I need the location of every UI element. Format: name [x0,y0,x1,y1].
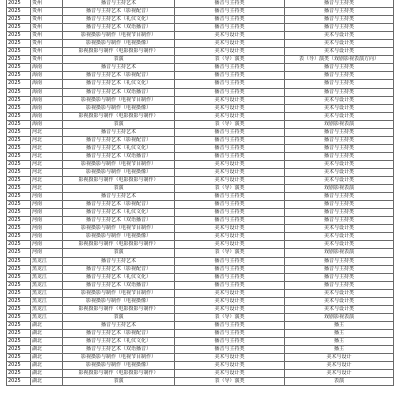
major-cell[interactable]: 影视摄影与制作（电影摄影与制作） [63,305,175,313]
category-cell[interactable]: 播音与主持类 [175,8,285,16]
exam-category-cell[interactable]: 戏剧影视表演 [285,185,394,193]
major-cell[interactable]: 播音与主持艺术（影视配音） [63,136,175,144]
category-cell[interactable]: 播音与主持类 [175,152,285,160]
exam-category-cell[interactable]: 播主 [285,337,394,345]
exam-category-cell[interactable]: 美术与设计类 [285,225,394,233]
exam-category-cell[interactable]: 美术与设计类 [285,177,394,185]
province-cell[interactable]: 黑龙江 [31,265,63,273]
exam-category-cell[interactable]: 播音与主持类 [285,201,394,209]
category-cell[interactable]: 播音与主持类 [175,80,285,88]
year-cell[interactable]: 2025 [7,96,31,104]
province-cell[interactable]: 河北 [31,144,63,152]
category-cell[interactable]: 播音与主持类 [175,128,285,136]
table-row [7,128,394,136]
table-row [7,80,394,88]
province-cell[interactable]: 河南 [31,233,63,241]
category-cell[interactable]: 美术与设计类 [175,160,285,168]
year-cell[interactable]: 2025 [7,56,31,64]
province-cell[interactable]: 河南 [31,209,63,217]
major-cell[interactable]: 影视摄影与制作（电视节目制作） [63,225,175,233]
year-cell[interactable]: 2025 [7,185,31,193]
exam-category-cell[interactable]: 播主 [285,346,394,354]
major-cell[interactable]: 影视摄影与制作（电视摄像） [63,104,175,112]
year-cell[interactable]: 2025 [7,48,31,56]
province-cell[interactable]: 河南 [31,225,63,233]
exam-category-cell[interactable]: 播主 [285,321,394,329]
year-cell[interactable]: 2025 [7,289,31,297]
category-cell[interactable]: 播音与主持类 [175,329,285,337]
year-cell[interactable]: 2025 [7,370,31,378]
exam-category-cell[interactable]: 戏剧影视表演 [285,249,394,257]
major-cell[interactable]: 播音与主持艺术（礼仪文化） [63,337,175,345]
major-cell[interactable]: 播音与主持艺术（礼仪文化） [63,144,175,152]
province-cell[interactable]: 湖北 [31,329,63,337]
major-cell[interactable]: 表演 [63,185,175,193]
province-cell[interactable]: 贵州 [31,8,63,16]
table-row [7,370,394,378]
province-cell[interactable]: 河北 [31,152,63,160]
exam-category-cell[interactable]: 播音与主持类 [285,88,394,96]
table-row [7,233,394,241]
exam-category-cell[interactable]: 美术与设计类 [285,32,394,40]
year-cell[interactable]: 2025 [7,241,31,249]
province-cell[interactable]: 海南 [31,96,63,104]
province-cell[interactable]: 贵州 [31,0,63,8]
category-cell[interactable]: 美术与设计类 [175,40,285,48]
category-cell[interactable]: 美术与设计类 [175,112,285,120]
major-cell[interactable]: 播音与主持艺术（礼仪文化） [63,209,175,217]
category-cell[interactable]: 美术与设计类 [175,48,285,56]
province-cell[interactable]: 湖北 [31,354,63,362]
table-row [7,273,394,281]
major-cell[interactable]: 播音与主持艺术（影视配音） [63,72,175,80]
year-cell[interactable]: 2025 [7,136,31,144]
major-cell[interactable]: 播音与主持艺术 [63,128,175,136]
major-cell[interactable]: 影视摄影与制作（电视摄像） [63,233,175,241]
year-cell[interactable]: 2025 [7,249,31,257]
province-cell[interactable]: 海南 [31,72,63,80]
exam-category-cell[interactable]: 播音与主持类 [285,16,394,24]
year-cell[interactable]: 2025 [7,177,31,185]
major-cell[interactable]: 影视摄影与制作（电视摄像） [63,362,175,370]
category-cell[interactable]: 播音与主持类 [175,24,285,32]
exam-category-cell[interactable]: 美术与设计类 [285,112,394,120]
year-cell[interactable]: 2025 [7,217,31,225]
category-cell[interactable]: 美术与设计类 [175,241,285,249]
table-row [7,354,394,362]
province-cell[interactable]: 黑龙江 [31,281,63,289]
major-cell[interactable]: 表演 [63,313,175,321]
major-cell[interactable]: 影视摄影与制作（电影摄影与制作） [63,241,175,249]
year-cell[interactable]: 2025 [7,40,31,48]
table-row [7,225,394,233]
province-cell[interactable]: 黑龙江 [31,289,63,297]
exam-category-cell[interactable]: 播音与主持类 [285,64,394,72]
year-cell[interactable]: 2025 [7,354,31,362]
category-cell[interactable]: 播音与主持类 [175,209,285,217]
major-cell[interactable]: 播音与主持艺术（影视配音） [63,329,175,337]
year-cell[interactable]: 2025 [7,209,31,217]
exam-category-cell[interactable]: 播音与主持类 [285,257,394,265]
exam-category-cell[interactable]: 播音与主持类 [285,273,394,281]
province-cell[interactable]: 河南 [31,193,63,201]
province-cell[interactable]: 湖北 [31,370,63,378]
province-cell[interactable]: 湖北 [31,378,63,386]
province-cell[interactable]: 贵州 [31,32,63,40]
exam-category-cell[interactable]: 播主 [285,329,394,337]
year-cell[interactable]: 2025 [7,104,31,112]
category-cell[interactable]: 表（导）演类 [175,56,285,64]
table-row [7,378,394,386]
major-cell[interactable]: 影视摄影与制作（电视摄像） [63,40,175,48]
table-row [7,297,394,305]
province-cell[interactable]: 湖北 [31,321,63,329]
category-cell[interactable]: 美术与设计类 [175,104,285,112]
exam-category-cell[interactable]: 播音与主持类 [285,144,394,152]
category-cell[interactable]: 美术与设计类 [175,96,285,104]
province-cell[interactable]: 贵州 [31,56,63,64]
province-cell[interactable]: 河南 [31,201,63,209]
province-cell[interactable]: 河北 [31,160,63,168]
province-cell[interactable]: 海南 [31,120,63,128]
major-cell[interactable]: 影视摄影与制作（电视节目制作） [63,354,175,362]
table-row [7,104,394,112]
year-cell[interactable]: 2025 [7,337,31,345]
exam-category-cell[interactable]: 美术与设计 [285,354,394,362]
table-row [7,177,394,185]
year-cell[interactable]: 2025 [7,273,31,281]
exam-category-cell[interactable]: 美术与设计类 [285,168,394,176]
major-cell[interactable]: 播音与主持艺术 [63,0,175,8]
year-cell[interactable]: 2025 [7,128,31,136]
year-cell[interactable]: 2025 [7,64,31,72]
province-cell[interactable]: 河北 [31,128,63,136]
category-cell[interactable]: 播音与主持类 [175,321,285,329]
category-cell[interactable]: 播音与主持类 [175,72,285,80]
major-cell[interactable]: 播音与主持艺术（礼仪文化） [63,80,175,88]
exam-category-cell[interactable]: 播音与主持类 [285,72,394,80]
exam-category-cell[interactable]: 美术与设计类 [285,48,394,56]
year-cell[interactable]: 2025 [7,193,31,201]
year-cell[interactable]: 2025 [7,257,31,265]
province-cell[interactable]: 河北 [31,185,63,193]
table-row [7,193,394,201]
category-cell[interactable]: 表（导）演类 [175,313,285,321]
exam-category-cell[interactable]: 美术与设计类 [285,233,394,241]
exam-category-cell[interactable]: 美术与设计类 [285,305,394,313]
year-cell[interactable]: 2025 [7,24,31,32]
major-cell[interactable]: 影视摄影与制作（电视摄像） [63,297,175,305]
table-row [7,8,394,16]
table-row [7,144,394,152]
category-cell[interactable]: 美术与设计类 [175,370,285,378]
category-cell[interactable]: 美术与设计类 [175,32,285,40]
table-row [7,64,394,72]
category-cell[interactable]: 美术与设计类 [175,168,285,176]
exam-category-cell[interactable]: 美术与设计类 [285,297,394,305]
major-cell[interactable]: 播音与主持艺术（双语播音） [63,346,175,354]
year-cell[interactable]: 2025 [7,152,31,160]
major-cell[interactable]: 影视摄影与制作（电视节目制作） [63,160,175,168]
category-cell[interactable]: 美术与设计类 [175,297,285,305]
year-cell[interactable]: 2025 [7,112,31,120]
province-cell[interactable]: 黑龙江 [31,273,63,281]
table-row [7,257,394,265]
major-cell[interactable]: 影视摄影与制作（电视节目制作） [63,32,175,40]
category-cell[interactable]: 美术与设计类 [175,362,285,370]
data-table [6,0,394,386]
province-cell[interactable]: 海南 [31,88,63,96]
province-cell[interactable]: 贵州 [31,48,63,56]
category-cell[interactable]: 播音与主持类 [175,346,285,354]
table-row [7,112,394,120]
table-row [7,40,394,48]
category-cell[interactable]: 美术与设计类 [175,233,285,241]
province-cell[interactable]: 河北 [31,177,63,185]
year-cell[interactable]: 2025 [7,144,31,152]
category-cell[interactable]: 播音与主持类 [175,337,285,345]
province-cell[interactable]: 海南 [31,80,63,88]
major-cell[interactable]: 播音与主持艺术 [63,193,175,201]
exam-category-cell[interactable]: 美术与设计 [285,370,394,378]
major-cell[interactable]: 播音与主持艺术（双语播音） [63,217,175,225]
exam-category-cell[interactable]: 美术与设计类 [285,241,394,249]
table-row [7,217,394,225]
major-cell[interactable]: 播音与主持艺术（双语播音） [63,24,175,32]
category-cell[interactable]: 播音与主持类 [175,217,285,225]
table-row [7,136,394,144]
exam-category-cell[interactable]: 播音与主持类 [285,209,394,217]
table-row [7,313,394,321]
exam-category-cell[interactable]: 播音与主持类 [285,152,394,160]
table-row [7,362,394,370]
province-cell[interactable]: 贵州 [31,24,63,32]
category-cell[interactable]: 美术与设计类 [175,305,285,313]
major-cell[interactable]: 表演 [63,249,175,257]
province-cell[interactable]: 河北 [31,168,63,176]
table-row [7,48,394,56]
year-cell[interactable]: 2025 [7,329,31,337]
year-cell[interactable]: 2025 [7,305,31,313]
table-row [7,281,394,289]
category-cell[interactable]: 播音与主持类 [175,136,285,144]
table-row [7,249,394,257]
category-cell[interactable]: 表（导）演类 [175,120,285,128]
province-cell[interactable]: 海南 [31,104,63,112]
year-cell[interactable]: 2025 [7,313,31,321]
category-cell[interactable]: 播音与主持类 [175,265,285,273]
table-row [7,329,394,337]
year-cell[interactable]: 2025 [7,80,31,88]
major-cell[interactable]: 播音与主持艺术（影视配音） [63,8,175,16]
major-cell[interactable]: 播音与主持艺术 [63,64,175,72]
province-cell[interactable]: 贵州 [31,40,63,48]
province-cell[interactable]: 贵州 [31,16,63,24]
year-cell[interactable]: 2025 [7,297,31,305]
category-cell[interactable]: 播音与主持类 [175,88,285,96]
province-cell[interactable]: 黑龙江 [31,297,63,305]
table-row [7,0,394,8]
category-cell[interactable]: 播音与主持类 [175,257,285,265]
province-cell[interactable]: 黑龙江 [31,313,63,321]
table-row [7,32,394,40]
major-cell[interactable]: 表演 [63,120,175,128]
exam-category-cell[interactable]: 播音与主持类 [285,8,394,16]
major-cell[interactable]: 播音与主持艺术（影视配音） [63,201,175,209]
province-cell[interactable]: 湖北 [31,337,63,345]
year-cell[interactable]: 2025 [7,0,31,8]
year-cell[interactable]: 2025 [7,8,31,16]
major-cell[interactable]: 播音与主持艺术（礼仪文化） [63,16,175,24]
major-cell[interactable]: 播音与主持艺术（影视配音） [63,265,175,273]
category-cell[interactable]: 播音与主持类 [175,281,285,289]
table-row [7,120,394,128]
table-row [7,88,394,96]
table-row [7,185,394,193]
exam-category-cell[interactable]: 播音与主持类 [285,80,394,88]
category-cell[interactable]: 播音与主持类 [175,0,285,8]
exam-category-cell[interactable]: 播音与主持类 [285,265,394,273]
year-cell[interactable]: 2025 [7,88,31,96]
year-cell[interactable]: 2025 [7,378,31,386]
table-row [7,305,394,313]
table-row [7,346,394,354]
year-cell[interactable]: 2025 [7,32,31,40]
province-cell[interactable]: 黑龙江 [31,305,63,313]
table-body [7,0,394,386]
major-cell[interactable]: 播音与主持艺术 [63,257,175,265]
table-row [7,24,394,32]
table-row [7,16,394,24]
major-cell[interactable]: 播音与主持艺术（双语播音） [63,88,175,96]
table-row [7,160,394,168]
table-row [7,337,394,345]
major-cell[interactable]: 影视摄影与制作（电视摄像） [63,168,175,176]
table-row [7,201,394,209]
exam-category-cell[interactable]: 表（导）演类（戏剧影视表演方向） [285,56,394,64]
province-cell[interactable]: 黑龙江 [31,257,63,265]
major-cell[interactable]: 播音与主持艺术（双语播音） [63,281,175,289]
category-cell[interactable]: 美术与设计类 [175,354,285,362]
table-row [7,321,394,329]
exam-category-cell[interactable]: 美术与设计类 [285,289,394,297]
category-cell[interactable]: 播音与主持类 [175,144,285,152]
exam-category-cell[interactable]: 美术与设计类 [285,96,394,104]
major-cell[interactable]: 影视摄影与制作（电影摄影与制作） [63,112,175,120]
category-cell[interactable]: 播音与主持类 [175,201,285,209]
province-cell[interactable]: 河南 [31,241,63,249]
exam-category-cell[interactable]: 播音与主持类 [285,136,394,144]
category-cell[interactable]: 表（导）演类 [175,185,285,193]
category-cell[interactable]: 美术与设计类 [175,225,285,233]
table-row [7,96,394,104]
table-row [7,56,394,64]
year-cell[interactable]: 2025 [7,201,31,209]
province-cell[interactable]: 河南 [31,217,63,225]
major-cell[interactable]: 播音与主持艺术 [63,321,175,329]
major-cell[interactable]: 播音与主持艺术（礼仪文化） [63,273,175,281]
year-cell[interactable]: 2025 [7,321,31,329]
year-cell[interactable]: 2025 [7,346,31,354]
province-cell[interactable]: 海南 [31,112,63,120]
exam-category-cell[interactable]: 美术与设计类 [285,104,394,112]
year-cell[interactable]: 2025 [7,168,31,176]
category-cell[interactable]: 美术与设计类 [175,177,285,185]
exam-category-cell[interactable]: 戏剧影视表演 [285,313,394,321]
year-cell[interactable]: 2025 [7,362,31,370]
exam-category-cell[interactable]: 播音与主持类 [285,0,394,8]
year-cell[interactable]: 2025 [7,225,31,233]
exam-category-cell[interactable]: 播音与主持类 [285,24,394,32]
exam-category-cell[interactable]: 播音与主持类 [285,281,394,289]
year-cell[interactable]: 2025 [7,72,31,80]
province-cell[interactable]: 河北 [31,136,63,144]
category-cell[interactable]: 播音与主持类 [175,64,285,72]
category-cell[interactable]: 播音与主持类 [175,273,285,281]
year-cell[interactable]: 2025 [7,16,31,24]
province-cell[interactable]: 湖北 [31,362,63,370]
exam-category-cell[interactable]: 播音与主持类 [285,217,394,225]
table-row [7,241,394,249]
table-row [7,209,394,217]
major-cell[interactable]: 影视摄影与制作（电影摄影与制作） [63,48,175,56]
major-cell[interactable]: 影视摄影与制作（电视节目制作） [63,289,175,297]
exam-category-cell[interactable]: 播音与主持类 [285,193,394,201]
exam-category-cell[interactable]: 播音与主持类 [285,128,394,136]
province-cell[interactable]: 湖北 [31,346,63,354]
table-row [7,168,394,176]
year-cell[interactable]: 2025 [7,233,31,241]
year-cell[interactable]: 2025 [7,120,31,128]
major-cell[interactable]: 影视摄影与制作（电视节目制作） [63,96,175,104]
major-cell[interactable]: 影视摄影与制作（电影摄影与制作） [63,370,175,378]
category-cell[interactable]: 播音与主持类 [175,193,285,201]
year-cell[interactable]: 2025 [7,281,31,289]
category-cell[interactable]: 表（导）演类 [175,249,285,257]
major-cell[interactable]: 播音与主持艺术（双语播音） [63,152,175,160]
table-row [7,72,394,80]
table-row [7,152,394,160]
category-cell[interactable]: 播音与主持类 [175,16,285,24]
year-cell[interactable]: 2025 [7,160,31,168]
province-cell[interactable]: 海南 [31,64,63,72]
major-cell[interactable]: 影视摄影与制作（电影摄影与制作） [63,177,175,185]
exam-category-cell[interactable]: 戏剧影视表演 [285,120,394,128]
major-cell[interactable]: 表演 [63,56,175,64]
major-cell[interactable]: 表演 [63,378,175,386]
province-cell[interactable]: 河南 [31,249,63,257]
exam-category-cell[interactable]: 美术与设计类 [285,160,394,168]
year-cell[interactable]: 2025 [7,265,31,273]
category-cell[interactable]: 表（导）演类 [175,378,285,386]
exam-category-cell[interactable]: 美术与设计类 [285,40,394,48]
exam-category-cell[interactable]: 表演 [285,378,394,386]
category-cell[interactable]: 美术与设计类 [175,289,285,297]
table-row [7,265,394,273]
table-row [7,289,394,297]
exam-category-cell[interactable]: 美术与设计 [285,362,394,370]
